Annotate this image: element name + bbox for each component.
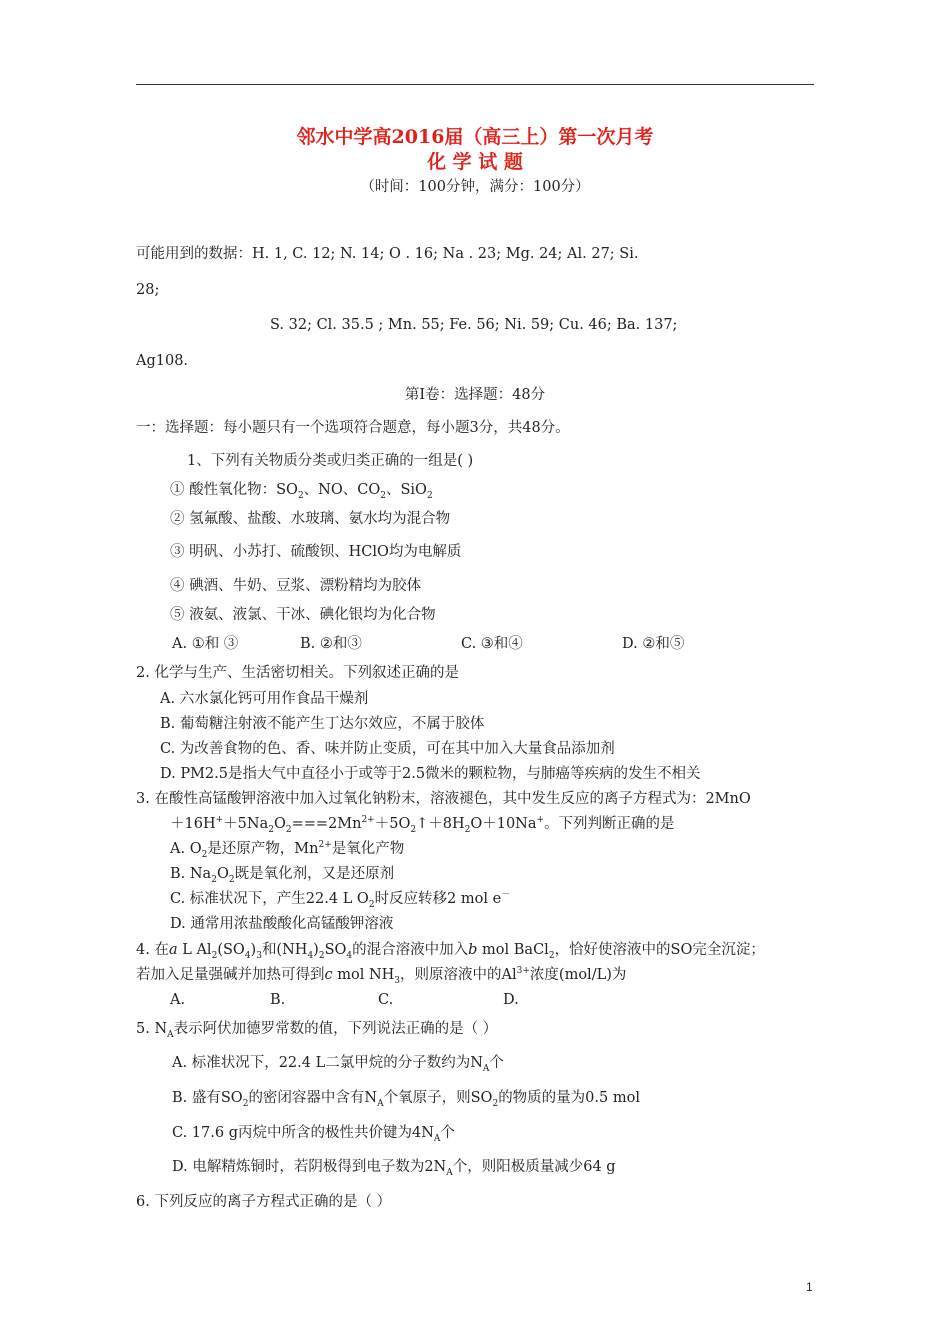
q3-stem: 3. 在酸性高锰酸钾溶液中加入过氧化钠粉末，溶液褪色，其中发生反应的离子方程式为：2MnO [136,791,751,807]
q3-option-a: A. $O_2$是还原产物，$Mn^{2+}$是氧化产物 [170,840,405,860]
q5-option-a: A. 标准状况下，22.4 L二氯甲烷的分子数约为$N_A$个 [172,1055,504,1074]
atomic-data-line1: 可能用到的数据：H. 1, C. 12; N. 14; O . 16; Na . 23; Mg. 24; Al. 27; Si. [136,246,639,262]
page-number: 1 [806,1280,813,1294]
q2-option-d: D. PM2.5是指大气中直径小于或等于2.5微米的颗粒物，与肺癌等疾病的发生不相关 [160,766,701,782]
q4-stem-line2: 若加入足量强碱并加热可得到c mol $NH_3$，则原溶液中的$Al^{3+}$浓度(mol/L)为 [136,966,627,986]
q1-option-c: C. ③和④ [461,636,523,652]
q2-stem: 2. 化学与生产、生活密切相关。下列叙述正确的是 [136,665,459,681]
q3-option-d: D. 通常用浓盐酸酸化高锰酸钾溶液 [170,916,394,932]
time-info: （时间：100分钟，满分：100分） [360,179,590,195]
q4-option-b: B. [270,992,286,1008]
q6-stem: 6. 下列反应的离子方程式正确的是（ ） [136,1194,392,1210]
q2-option-c: C. 为改善食物的色、香、味并防止变质，可在其中加入大量食品添加剂 [160,741,615,757]
q5-option-d: D. 电解精炼铜时，若阴极得到电子数为$2N_A$个，则阳极质量减少64 g [172,1159,616,1178]
atomic-data-line3: S. 32; Cl. 35.5 ; Mn. 55; Fe. 56; Ni. 59; Cu. 46; Ba. 137; [270,317,678,333]
q1-option-d: D. ②和⑤ [622,636,685,652]
q1-item-1: ① 酸性氧化物：$SO_2$、NO、$CO_2$、SiO$_2$ [170,482,433,501]
q4-option-d: D. [503,992,519,1008]
q1-item-4: ④ 碘酒、牛奶、豆浆、漂粉精均为胶体 [170,578,422,594]
q1-item-2: ② 氢氟酸、盐酸、水玻璃、氨水均为混合物 [170,511,451,527]
q2-option-b: B. 葡萄糖注射液不能产生丁达尔效应，不属于胶体 [160,716,485,732]
q4-stem-line1: 4. 在a L $Al_2(SO_4)_3$和$(NH_4)_2SO_4$的混合溶液中加入b mol BaCl$_2$，恰好使溶液中的SO完全沉淀； [136,942,765,961]
q3-option-c: C. 标准状况下，产生22.4 L $O_2$时反应转移2 mol e－ [170,890,511,910]
q1-stem: 1、下列有关物质分类或归类正确的一组是( ) [187,453,474,469]
q5-stem: 5. $N_A$表示阿伏加德罗常数的值，下列说法正确的是（ ） [136,1021,498,1040]
exam-subtitle: 化 学 试 题 [427,151,523,173]
exam-title: 邻水中学高2016届（高三上）第一次月考 [296,126,654,148]
q3-option-b: B. $Na_2O_2$既是氧化剂，又是还原剂 [170,866,395,885]
atomic-data-line2: 28; [136,282,160,298]
section-heading: 第Ⅰ卷：选择题：48分 [404,387,546,403]
q2-option-a: A. 六水氯化钙可用作食品干燥剂 [160,691,369,707]
q3-equation: $+16H^++5Na_2O_2===2Mn^{2+}+5O_2↑+8H_2O+10Na^+$。下列判断正确的是 [170,815,675,835]
q5-option-c: C. 17.6 g丙烷中所含的极性共价键为$4N_A$个 [172,1125,455,1144]
header-rule [136,84,814,85]
q4-option-c: C. [378,992,394,1008]
q5-option-b: B. 盛有$SO_2$的密闭容器中含有$N_A$个氧原子，则$SO_2$的物质的量为0.5 mol [172,1090,640,1109]
section-instruction: 一：选择题：每小题只有一个选项符合题意，每小题3分，共48分。 [136,420,570,436]
q1-option-b: B. ②和③ [300,636,362,652]
q1-item-3: ③ 明矾、小苏打、硫酸钡、HClO均为电解质 [170,544,462,560]
q1-item-5: ⑤ 液氨、液氯、干冰、碘化银均为化合物 [170,607,436,623]
atomic-data-line4: Ag108. [136,353,189,369]
q4-option-a: A. [170,992,186,1008]
q1-option-a: A. ①和 ③ [172,636,239,652]
